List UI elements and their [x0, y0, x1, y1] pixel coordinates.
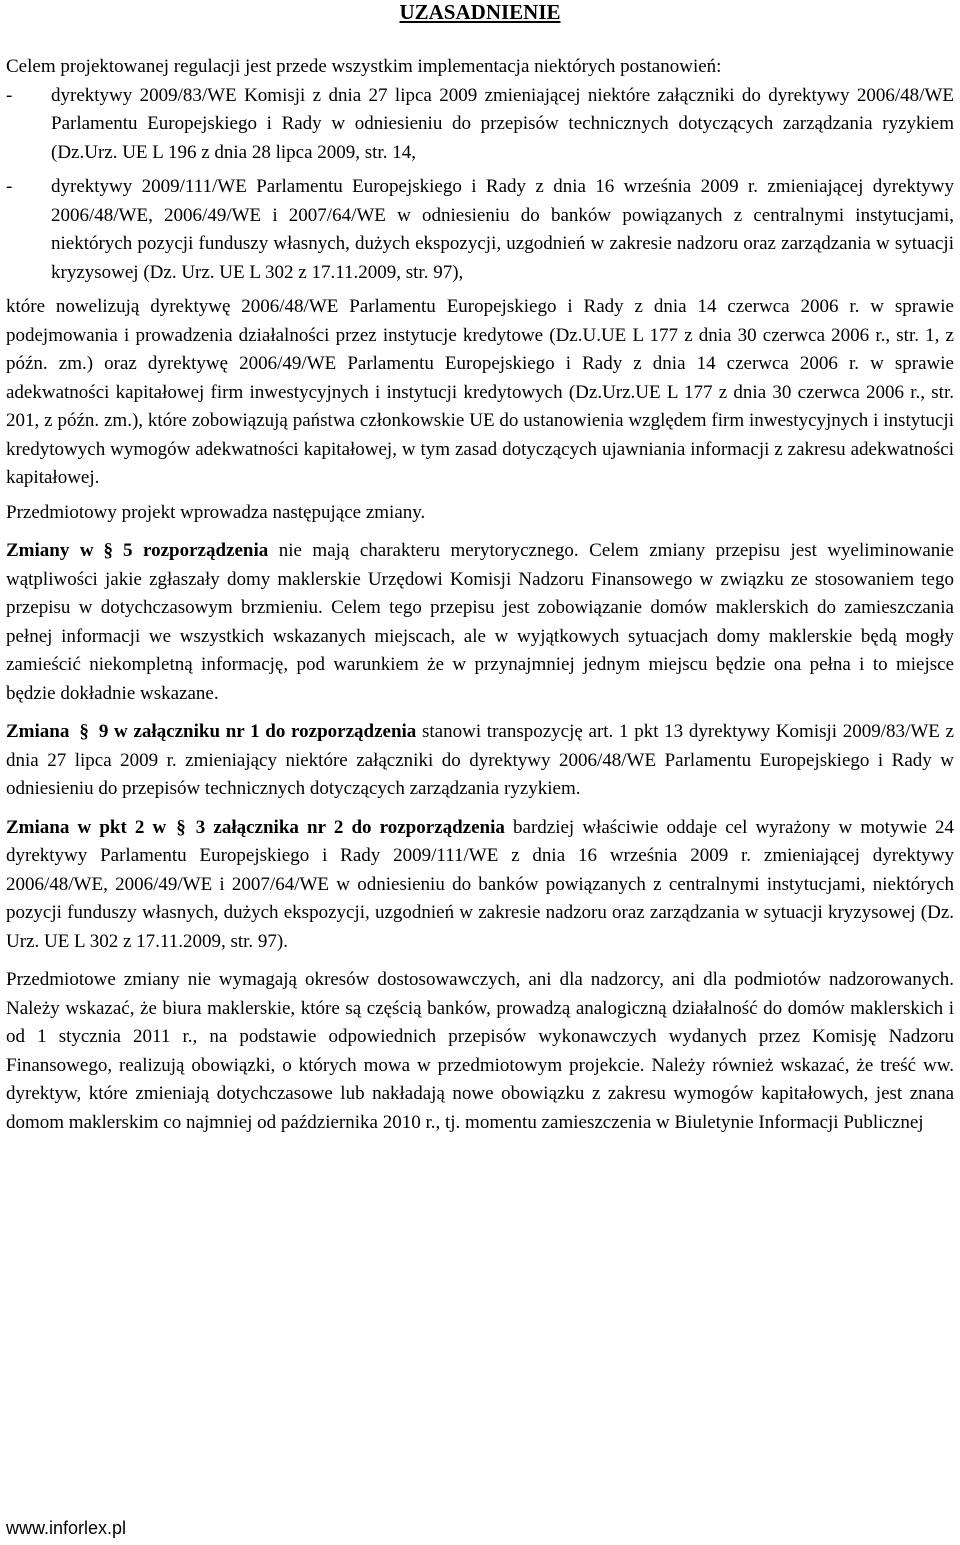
section-sign: §: [176, 816, 186, 838]
change-heading: 5 rozporządzenia: [123, 540, 269, 561]
list-item: [6, 173, 954, 287]
footer-url: www.inforlex.pl: [6, 1518, 127, 1538]
change-heading: Zmiana: [6, 721, 70, 742]
document-page: [6, 0, 954, 1137]
change-paragraph-1: [6, 537, 954, 708]
document-title: UZASADNIENIE: [399, 0, 561, 24]
directive-list: [6, 82, 954, 288]
change-heading: Zmiany w: [6, 540, 94, 561]
changes-intro-paragraph: Przedmiotowy projekt wprowadza następujące zmiany.: [6, 501, 426, 523]
change-heading: 3 załącznika nr 2 do rozporządzenia: [195, 816, 505, 838]
list-dash: -: [6, 176, 13, 197]
list-item-text: dyrektywy 2009/111/WE Parlamentu Europejskiego i Rady z dnia 16 września 2009 r. zmieniającej dyrektywy 2006/48/WE, 2006/49/WE i 2007/64/WE w odniesieniu do banków powiązanych z centralnymi instytucjami, niektórych pozycji funduszy własnych, dużych ekspozycji, uzgodnień w zakresie nadzoru oraz zarządzania w sytuacji kryzysowej (Dz. Urz. UE L 302 z 17.11.2009, str. 97),: [51, 176, 954, 283]
amends-paragraph: które nowelizują dyrektywę 2006/48/WE Parlamentu Europejskiego i Rady z dnia 14 czerwca 2006 r. w sprawie podejmowania i prowadzenia działalności przez instytucje kredytowe (Dz.U.UE L 177 z dnia 30 czerwca 2006 r., str. 1, z późn. zm.) oraz dyrektywę 2006/49/WE Parlamentu Europejskiego i Rady z dnia 14 czerwca 2006 r. w sprawie adekwatności kapitałowej firm inwestycyjnych i instytucji kredytowych (Dz.Urz.UE L 177 z dnia 30 czerwca 2006 r., str. 201, z późn. zm.), które zobowiązują państwa członkowskie UE do ustanowienia względem firm inwestycyjnych i instytucji kredytowych wymogów adekwatności kapitałowej, w tym zasad dotyczących ujawniania informacji z zakresu adekwatności kapitałowej.: [6, 296, 954, 488]
change-text: stanowi transpozycję art. 1 pkt 13 dyrektywy Komisji 2009/83/WE z dnia 27 lipca 2009 r. zmieniający niektóre załączniki do dyrektywy 2006/48/WE Parlamentu Europejskiego i Rady w odniesieniu do przepisów technicznych dotyczących zarządzania ryzykiem.: [6, 721, 954, 799]
change-text: nie mają charakteru merytorycznego. Celem zmiany przepisu jest wyeliminowanie wątpliwości jakie zgłaszały domy maklerskie Urzędowi Komisji Nadzoru Finansowego w związku ze stosowaniem tego przepisu w dotychczasowym brzmieniu. Celem tego przepisu jest zobowiązanie domów maklerskich do zamieszczania pełnej informacji we wszystkich wskazanych miejscach, ale w wyjątkowych sytuacjach domy maklerskie będą mogły zamieścić niekompletną informację, pod warunkiem że w przynajmniej jednym miejscu będzie ona pełna i to miejsce będzie dokładnie wskazane.: [6, 540, 954, 704]
list-item: [6, 82, 954, 168]
intro-paragraph: Celem projektowanej regulacji jest przede wszystkim implementacja niektórych postanowień:: [6, 56, 722, 77]
change-text: bardziej właściwie oddaje cel wyrażony w motywie 24 dyrektywy Parlamentu Europejskiego i Rady 2009/111/WE z dnia 16 września 2009 r. zmieniającej dyrektywy 2006/48/WE, 2006/49/WE i 2007/64/WE w odniesieniu do banków powiązanych z centralnymi instytucjami, niektórych pozycji funduszy własnych, dużych ekspozycji, uzgodnień w zakresie nadzoru oraz zarządzania w sytuacji kryzysowej (Dz. Urz. UE L 302 z 17.11.2009, str. 97).: [6, 816, 955, 952]
section-sign: §: [103, 540, 114, 561]
list-item-text: dyrektywy 2009/83/WE Komisji z dnia 27 lipca 2009 zmieniającej niektóre załączniki do dyrektywy 2006/48/WE Parlamentu Europejskiego i Rady w odniesieniu do przepisów technicznych dotyczących zarządzania ryzykiem (Dz.Urz. UE L 196 z dnia 28 lipca 2009, str. 14,: [51, 84, 954, 163]
change-heading: Zmiana w pkt 2 w: [6, 816, 167, 838]
change-heading: 9 w załączniku nr 1 do rozporządzenia: [98, 721, 417, 742]
list-dash: -: [6, 84, 13, 106]
final-paragraph: Przedmiotowe zmiany nie wymagają okresów dostosowawczych, ani dla nadzorcy, ani dla podmiotów nadzorowanych. Należy wskazać, że biura maklerskie, które są częścią banków, prowadzą analogiczną działalność do domów maklerskich i od 1 stycznia 2011 r., na podstawie odpowiednich przepisów wykonawczych wydanych przez Komisję Nadzoru Finansowego, realizują obowiązki, o których mowa w przedmiotowym projekcie. Należy również wskazać, że treść ww. dyrektyw, które zmieniają dotychczasowe lub nakładają nowe obowiązku z zakresu wymogów kapitałowych, jest znana domom maklerskim co najmniej od października 2010 r., tj. momentu zamieszczenia w Biuletynie Informacji Publicznej: [6, 969, 954, 1133]
change-paragraph-3: [6, 814, 954, 957]
section-sign: §: [79, 721, 89, 742]
change-paragraph-2: [6, 718, 954, 804]
